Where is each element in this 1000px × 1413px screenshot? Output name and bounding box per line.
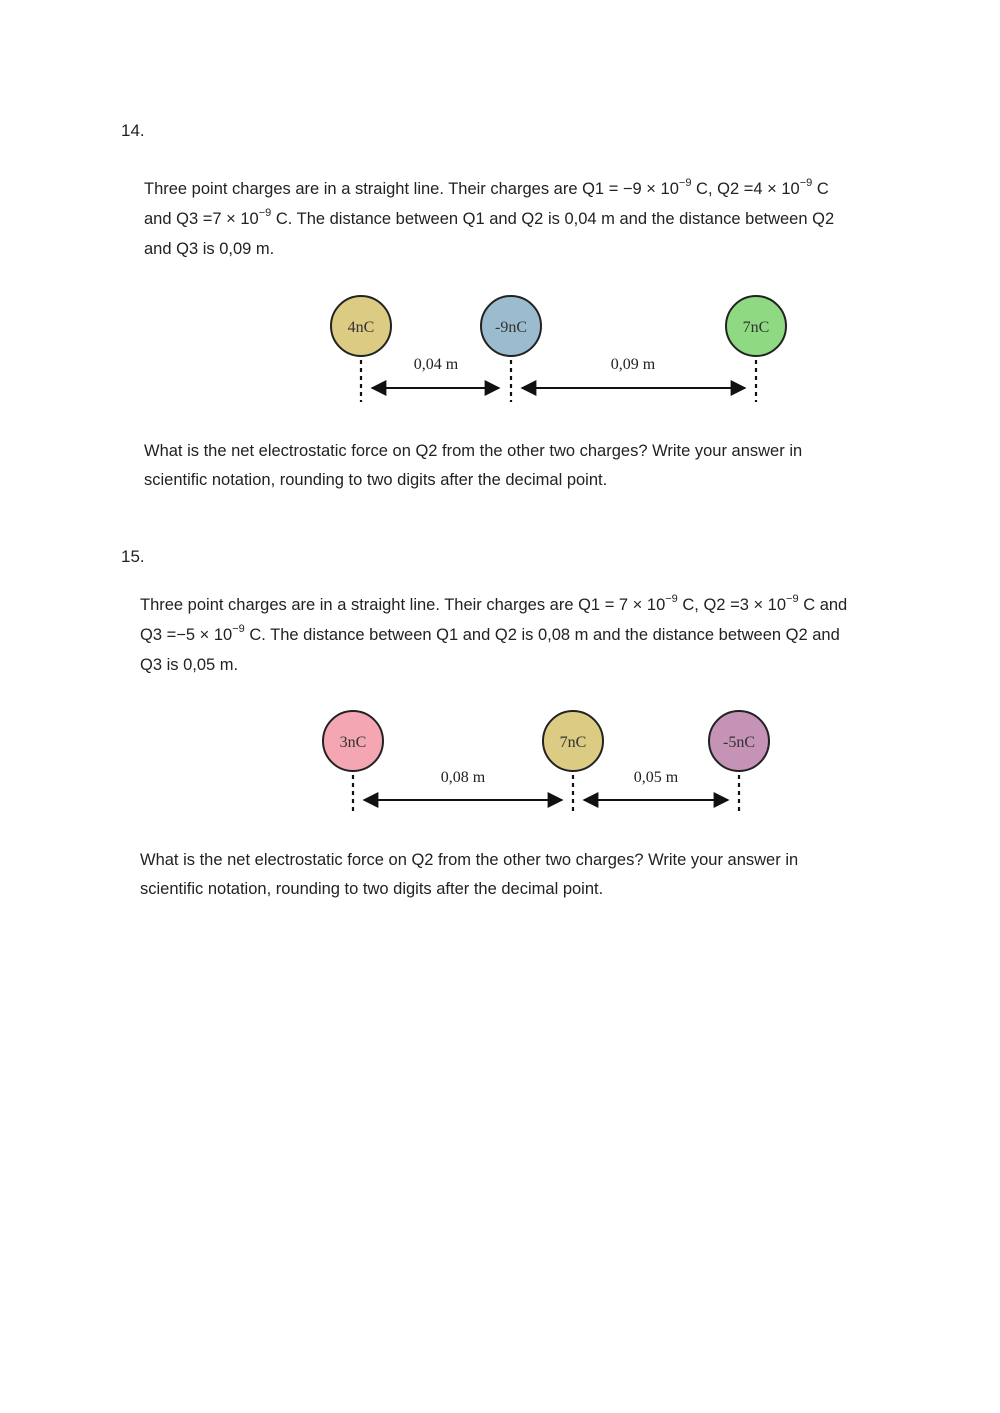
- charge-label: 7nC: [559, 734, 587, 751]
- prompt-line-2: scientific notation, rounding to two digits after the decimal point.: [144, 471, 608, 489]
- charges-diagram-14: [0, 290, 1000, 420]
- charge-q2: [481, 296, 541, 356]
- charge-label: 3nC: [339, 734, 367, 751]
- charge-label: -9nC: [495, 319, 527, 336]
- distance-label-2: 0,09 m: [610, 356, 656, 373]
- question-15-stem: [140, 590, 847, 680]
- stem-line-1: Three point charges are in a straight line. Their charges are $Q1 = -9 \times 10^{-9}$ C, $Q2 =4 \times 10^{-9}$ C: [144, 176, 829, 198]
- stem-line-1: Three point charges are in a straight line. Their charges are $Q1 = 7 \times 10^{-9}$ C, $Q2 =3 \times 10^{-9}$ C and: [140, 592, 848, 614]
- distance-label-2: 0,05 m: [633, 769, 679, 786]
- stem-line-3: and Q3 is 0,09 m.: [144, 240, 275, 258]
- stem-line-2: $Q3 =-5 \times 10^{-9}$ C. The distance between Q1 and Q2 is 0,08 m and the distance between Q2 and: [140, 622, 840, 644]
- question-14-stem: [144, 174, 834, 264]
- charge-q3: [709, 711, 769, 771]
- charge-label: -5nC: [723, 734, 755, 751]
- question-14-prompt: [144, 437, 802, 495]
- question-number-15: 15.: [121, 547, 145, 566]
- prompt-line-1: What is the net electrostatic force on Q2 from the other two charges? Write your answer in: [144, 442, 803, 460]
- charge-label: 4nC: [347, 319, 375, 336]
- charge-q1: [323, 711, 383, 771]
- distance-label-1: 0,08 m: [440, 769, 486, 786]
- distance-label-1: 0,04 m: [413, 356, 459, 373]
- charge-q2: [543, 711, 603, 771]
- question-15-prompt: [140, 846, 798, 904]
- prompt-line-2: scientific notation, rounding to two digits after the decimal point.: [140, 880, 604, 898]
- charge-q1: [331, 296, 391, 356]
- charges-diagram-15: [0, 705, 1000, 835]
- question-number-14: 14.: [121, 121, 145, 140]
- prompt-line-1: What is the net electrostatic force on Q2 from the other two charges? Write your answer in: [140, 851, 799, 869]
- stem-line-2: and $Q3 =7 \times 10^{-9}$ C. The distance between Q1 and Q2 is 0,04 m and the distance between Q2: [144, 206, 835, 228]
- stem-line-3: Q3 is 0,05 m.: [140, 656, 239, 674]
- charge-label: 7nC: [742, 319, 770, 336]
- charge-q3: [726, 296, 786, 356]
